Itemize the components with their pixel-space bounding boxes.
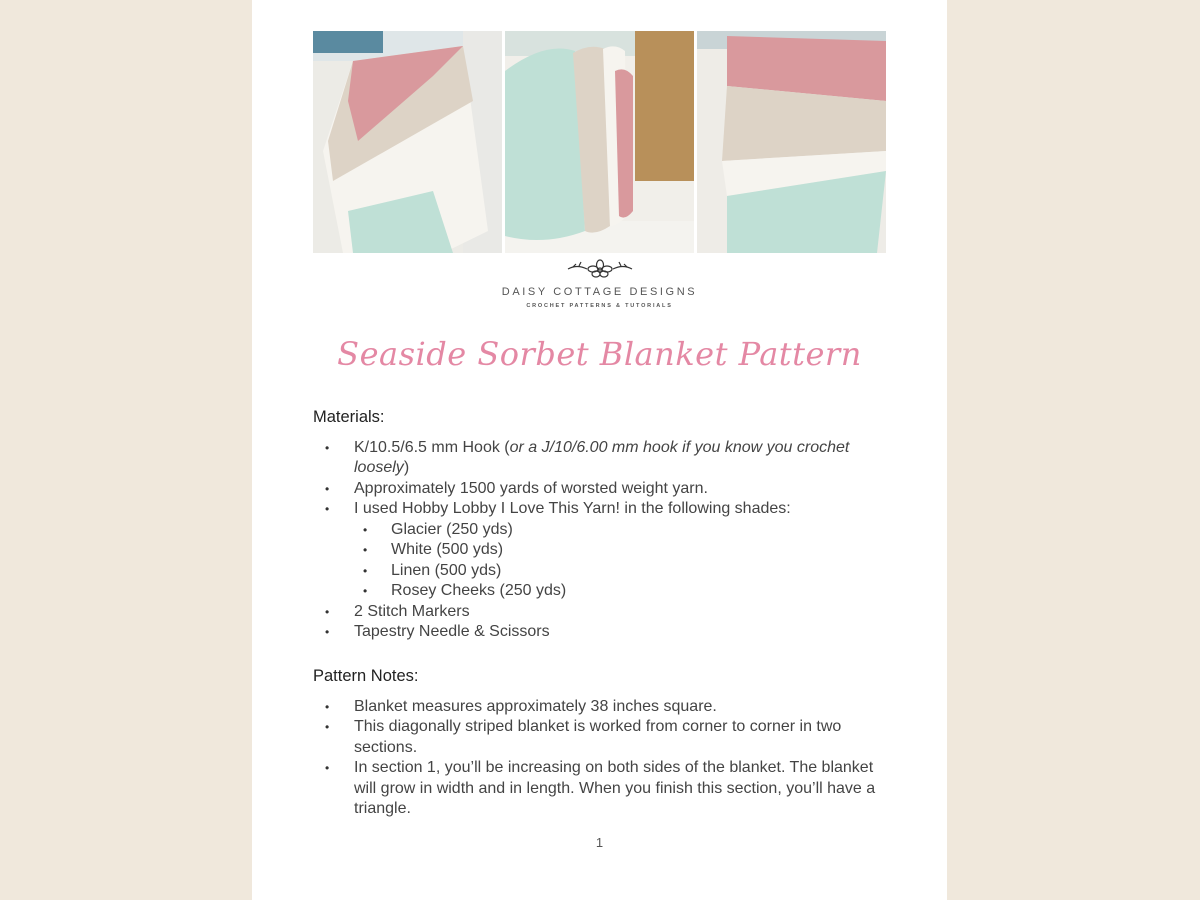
- materials-list-continued: [313, 602, 893, 643]
- hook-text: K/10.5/6.5 mm Hook (: [354, 438, 510, 456]
- materials-heading: Materials:: [313, 408, 385, 426]
- list-item-shade-rosey-cheeks: • Rosey Cheeks (250 yds): [313, 581, 893, 602]
- materials-section: [313, 407, 893, 643]
- list-item-stitch-markers: • 2 Stitch Markers: [313, 602, 893, 623]
- pattern-notes-section: [313, 666, 893, 820]
- folded-blankets-in-basket-photo: [505, 31, 694, 253]
- yarn-shades-list: [313, 520, 893, 602]
- list-item-shade-glacier: • Glacier (250 yds): [313, 520, 893, 541]
- brand-tagline: CROCHET PATTERNS & TUTORIALS: [526, 303, 673, 309]
- photo-collage: [313, 31, 886, 253]
- blanket-draped-on-chair-photo: [313, 31, 502, 253]
- list-item-note: • In section 1, you’ll be increasing on both sides of the blanket. The blanket will grow in width and in length. When you finish this section, you’ll have a triangle.: [313, 758, 893, 820]
- materials-list: [313, 438, 893, 520]
- hook-alternative-text: or a J/10/6.00 mm hook if you know you crochet loosely: [354, 438, 850, 476]
- list-item-needle: • Tapestry Needle & Scissors: [313, 622, 893, 643]
- page-number: 1: [595, 835, 604, 850]
- list-item-yarn-brand: • I used Hobby Lobby I Love This Yarn! in the following shades:: [313, 499, 893, 520]
- list-item-shade-white: • White (500 yds): [313, 540, 893, 561]
- list-item-shade-linen: • Linen (500 yds): [313, 561, 893, 582]
- daisy-flower-icon: [565, 258, 635, 280]
- page-title: Seaside Sorbet Blanket Pattern: [337, 335, 862, 373]
- list-item-yarn-amount: • Approximately 1500 yards of worsted weight yarn.: [313, 479, 893, 500]
- document-page: [252, 0, 947, 900]
- blanket-on-chair-closeup-photo: [697, 31, 886, 253]
- pattern-notes-list: [313, 697, 893, 820]
- pattern-notes-heading: Pattern Notes:: [313, 667, 419, 685]
- list-item-note: • This diagonally striped blanket is worked from corner to corner in two sections.: [313, 717, 893, 758]
- brand-logo: [252, 258, 947, 309]
- hook-close-paren: ): [403, 459, 410, 476]
- brand-name: DAISY COTTAGE DESIGNS: [501, 286, 698, 298]
- list-item-note: • Blanket measures approximately 38 inches square.: [313, 697, 893, 718]
- list-item-hook: [313, 438, 893, 479]
